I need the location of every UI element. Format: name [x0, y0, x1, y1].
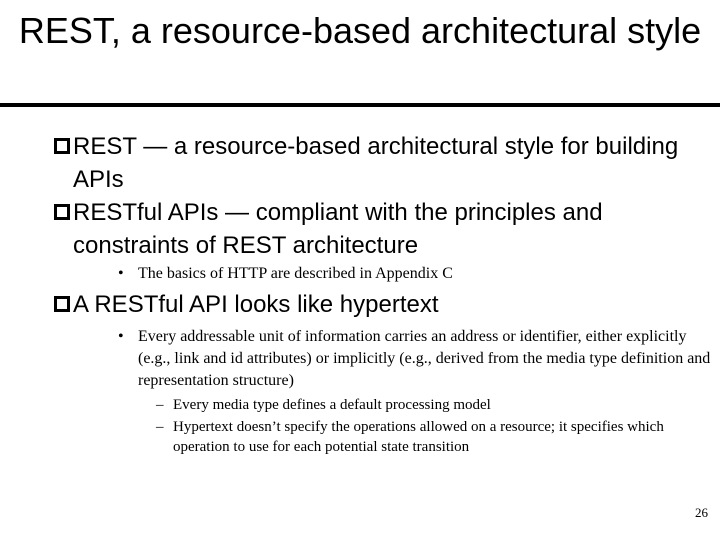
bullet-restful-apis	[54, 196, 704, 262]
bullet-text: Every addressable unit of information carries an address or identifier, either explicitly (e.g., link and id attributes) or implicitly (e.g., derived from the media type definition and representation structure)	[138, 328, 711, 389]
page-number: 26	[695, 505, 708, 520]
bullet-text: The basics of HTTP are described in Appendix C	[138, 265, 453, 282]
sub-sub-bullet-hypertext-operations	[156, 417, 706, 457]
bullet-text: REST — a resource-based architectural style for building APIs	[73, 133, 679, 193]
dash-bullet-icon: –	[156, 419, 164, 435]
sub-bullet-http-basics	[118, 263, 713, 285]
square-bullet-icon	[54, 138, 70, 154]
bullet-restful-hypertext	[54, 288, 704, 321]
bullet-text: Hypertext doesn’t specify the operations allowed on a resource; it specifies which operation to use for each potential state transition	[173, 419, 664, 455]
dash-bullet-icon: –	[156, 397, 164, 413]
bullet-text: A RESTful API looks like hypertext	[73, 291, 439, 318]
bullet-text: RESTful APIs — compliant with the principles and constraints of REST architecture	[73, 199, 603, 259]
dot-bullet-icon: •	[118, 328, 124, 345]
bullet-rest-definition	[54, 130, 704, 196]
square-bullet-icon	[54, 204, 70, 220]
slide-title: REST, a resource-based architectural style	[18, 10, 702, 51]
square-bullet-icon	[54, 296, 70, 312]
sub-sub-bullet-media-type	[156, 395, 706, 415]
dot-bullet-icon: •	[118, 265, 124, 282]
bullet-text: Every media type defines a default processing model	[173, 397, 491, 413]
sub-bullet-addressable-unit	[118, 326, 713, 392]
